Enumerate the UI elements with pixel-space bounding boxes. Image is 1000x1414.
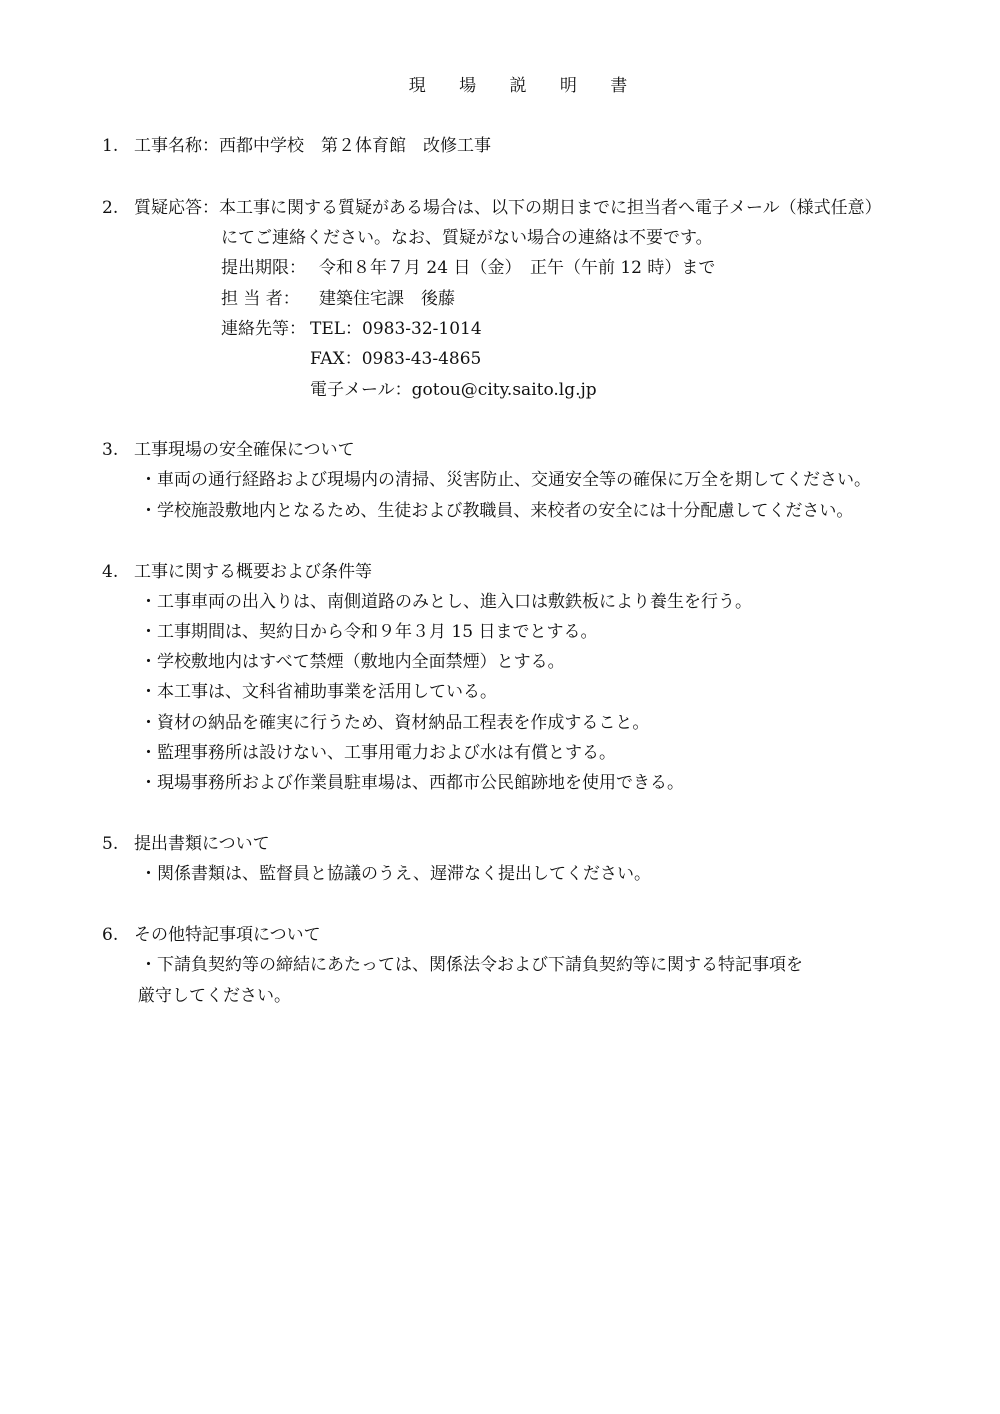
list-item: ・関係書類は、監督員と協議のうえ、遅滞なく提出してください。 — [140, 864, 652, 884]
section-number: 5. — [102, 834, 119, 854]
section-heading: 工事に関する概要および条件等 — [134, 562, 372, 582]
contact-info-row — [221, 317, 482, 341]
list-item: ・工事車両の出入りは、南側道路のみとし、進入口は敷鉄板により養生を行う。 — [140, 592, 752, 612]
inquiry-text-2: にてご連絡ください。なお、質疑がない場合の連絡は不要です。 — [221, 228, 713, 248]
inquiry-text-1: 本工事に関する質疑がある場合は、以下の期日までに担当者へ電子メール（様式任意） — [219, 198, 882, 218]
section-2 — [102, 196, 882, 220]
email-address: 電子メール：gotou@city.saito.lg.jp — [310, 380, 597, 400]
deadline-label: 提出期限： — [221, 258, 306, 278]
list-item: ・下請負契約等の締結にあたっては、関係法令および下請負契約等に関する特記事項を — [140, 955, 803, 975]
list-item: ・現場事務所および作業員駐車場は、西都市公民館跡地を使用できる。 — [140, 773, 684, 793]
section-number: 1. — [102, 136, 119, 156]
list-item: ・監理事務所は設けない、工事用電力および水は有償とする。 — [140, 743, 616, 763]
section-heading: 工事現場の安全確保について — [134, 440, 355, 460]
section-number: 6. — [102, 925, 119, 945]
contact-person-label: 担 当 者： — [221, 289, 300, 309]
section-heading: その他特記事項について — [134, 925, 321, 945]
fax-number: FAX：0983-43-4865 — [310, 349, 482, 369]
list-item: ・車両の通行経路および現場内の清掃、災害防止、交通安全等の確保に万全を期してください。 — [140, 470, 871, 490]
section-number: 2. — [102, 198, 119, 218]
list-item: ・学校施設敷地内となるため、生徒および教職員、来校者の安全には十分配慮してください。 — [140, 501, 854, 521]
contact-info-label: 連絡先等： — [221, 319, 306, 339]
section-1 — [102, 134, 491, 158]
section-label: 質疑応答： — [134, 198, 219, 218]
contact-person-value: 建築住宅課 後藤 — [319, 289, 455, 309]
deadline-value: 令和８年７月 24 日（金） 正午（午前 12 時）まで — [319, 258, 716, 278]
section-4 — [102, 560, 372, 584]
section-5 — [102, 832, 270, 856]
document-title: 現 場 説 明 書 — [408, 76, 642, 96]
list-item: ・学校敷地内はすべて禁煙（敷地内全面禁煙）とする。 — [140, 652, 565, 672]
section-number: 3. — [102, 440, 119, 460]
deadline-row — [221, 256, 715, 280]
list-item: ・工事期間は、契約日から令和９年３月 15 日までとする。 — [140, 622, 598, 642]
section-6 — [102, 923, 321, 947]
section-3 — [102, 438, 355, 462]
section-heading: 提出書類について — [134, 834, 270, 854]
section-number: 4. — [102, 562, 119, 582]
section-label: 工事名称： — [134, 136, 219, 156]
contact-person-row — [221, 287, 455, 311]
tel-number: TEL：0983-32-1014 — [310, 319, 482, 339]
project-name: 西都中学校 第２体育館 改修工事 — [219, 136, 491, 156]
list-item: ・本工事は、文科省補助事業を活用している。 — [140, 682, 497, 702]
list-item: ・資材の納品を確実に行うため、資材納品工程表を作成すること。 — [140, 713, 650, 733]
list-item-continuation: 厳守してください。 — [138, 986, 291, 1006]
